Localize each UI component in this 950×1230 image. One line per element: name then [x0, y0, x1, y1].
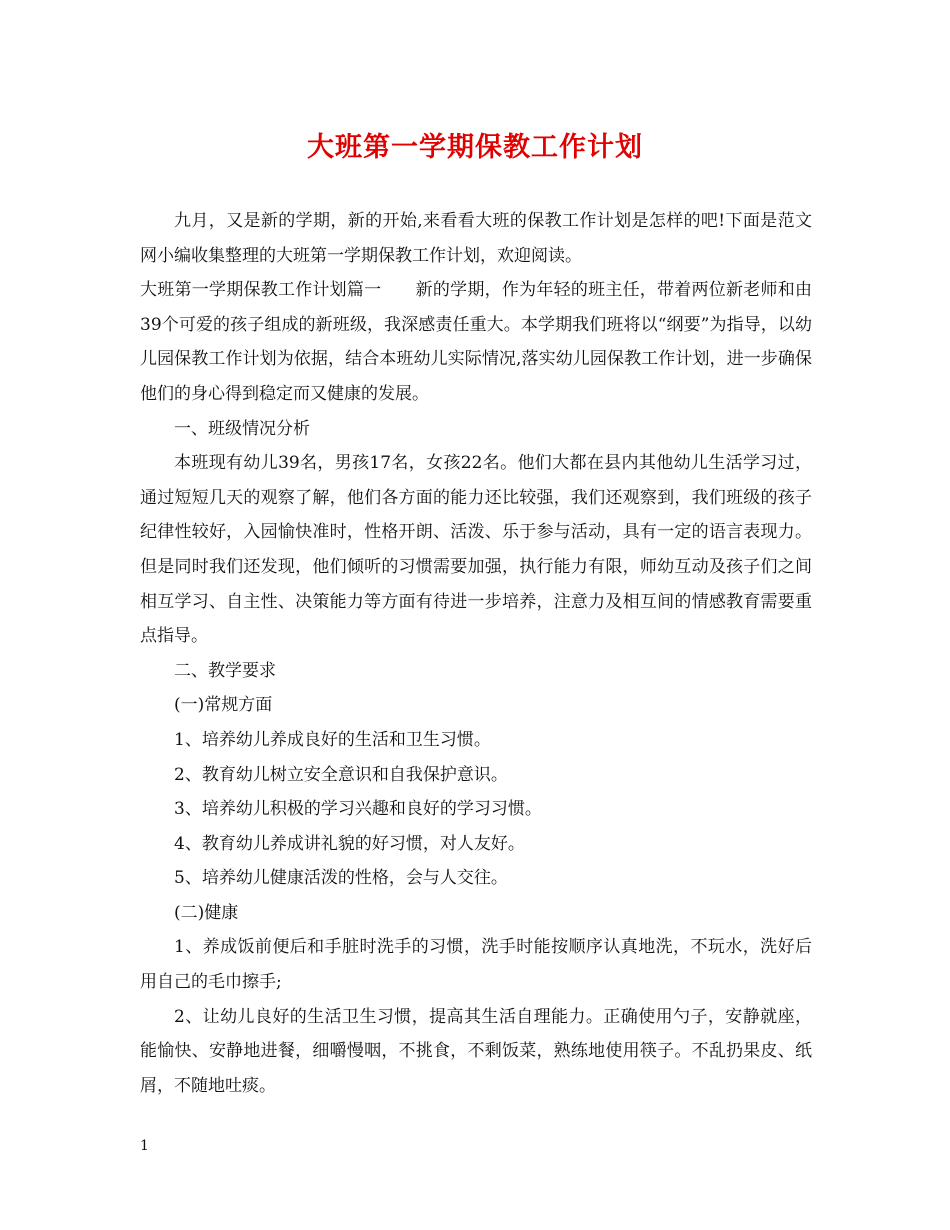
list-item: 1、养成饭前便后和手脏时洗手的习惯，洗手时能按顺序认真地洗，不玩水，洗好后用自己的毛巾擦手;	[140, 937, 812, 993]
document-body	[140, 204, 812, 1103]
list-item: 2、教育幼儿树立安全意识和自我保护意识。	[174, 764, 508, 785]
section-heading: 大班第一学期保教工作计划篇一	[140, 280, 382, 301]
heading-class-analysis: 一、班级情况分析	[174, 418, 310, 439]
list-item: 3、培养幼儿积极的学习兴趣和良好的学习习惯。	[174, 799, 542, 820]
subheading-health: (二)健康	[174, 902, 239, 923]
section-text: 新的学期，作为年轻的班主任，带着两位新老师和由39个可爱的孩子组成的新班级，我深感责任重大。本学期我们班将以“纲要”为指导，以幼儿园保教工作计划为依据，结合本班幼儿实际情况,落实幼儿园保教工作计划，进一步确保他们的身心得到稳定而又健康的发展。	[140, 280, 812, 404]
document-title: 大班第一学期保教工作计划	[307, 132, 643, 163]
list-item: 4、教育幼儿养成讲礼貌的好习惯，对人友好。	[174, 833, 525, 854]
list-item: 1、培养幼儿养成良好的生活和卫生习惯。	[174, 729, 491, 750]
class-analysis-paragraph: 本班现有幼儿39名，男孩17名，女孩22名。他们大都在县内其他幼儿生活学习过，通过短短几天的观察了解，他们各方面的能力还比较强，我们还观察到，我们班级的孩子纪律性较好，入园愉快准时，性格开朗、活泼、乐于参与活动，具有一定的语言表现力。但是同时我们还发现，他们倾听的习惯需要加强，执行能力有限，师幼互动及孩子们之间相互学习、自主性、决策能力等方面有待进一步培养，注意力及相互间的情感教育需要重点指导。	[140, 453, 812, 647]
list-item: 5、培养幼儿健康活泼的性格，会与人交往。	[174, 868, 508, 889]
intro-paragraph: 九月，又是新的学期，新的开始,来看看大班的保教工作计划是怎样的吧!下面是范文网小编收集整理的大班第一学期保教工作计划，欢迎阅读。	[140, 211, 812, 266]
page-number: 1	[140, 1138, 149, 1154]
subheading-routine: (一)常规方面	[174, 695, 273, 716]
section-paragraph	[140, 273, 812, 411]
list-item: 2、让幼儿良好的生活卫生习惯，提高其生活自理能力。正确使用勺子，安静就座，能愉快、安静地进餐，细嚼慢咽，不挑食，不剩饭菜，熟练地使用筷子。不乱扔果皮、纸屑，不随地吐痰。	[140, 1006, 812, 1096]
heading-teaching-requirements: 二、教学要求	[174, 660, 276, 681]
